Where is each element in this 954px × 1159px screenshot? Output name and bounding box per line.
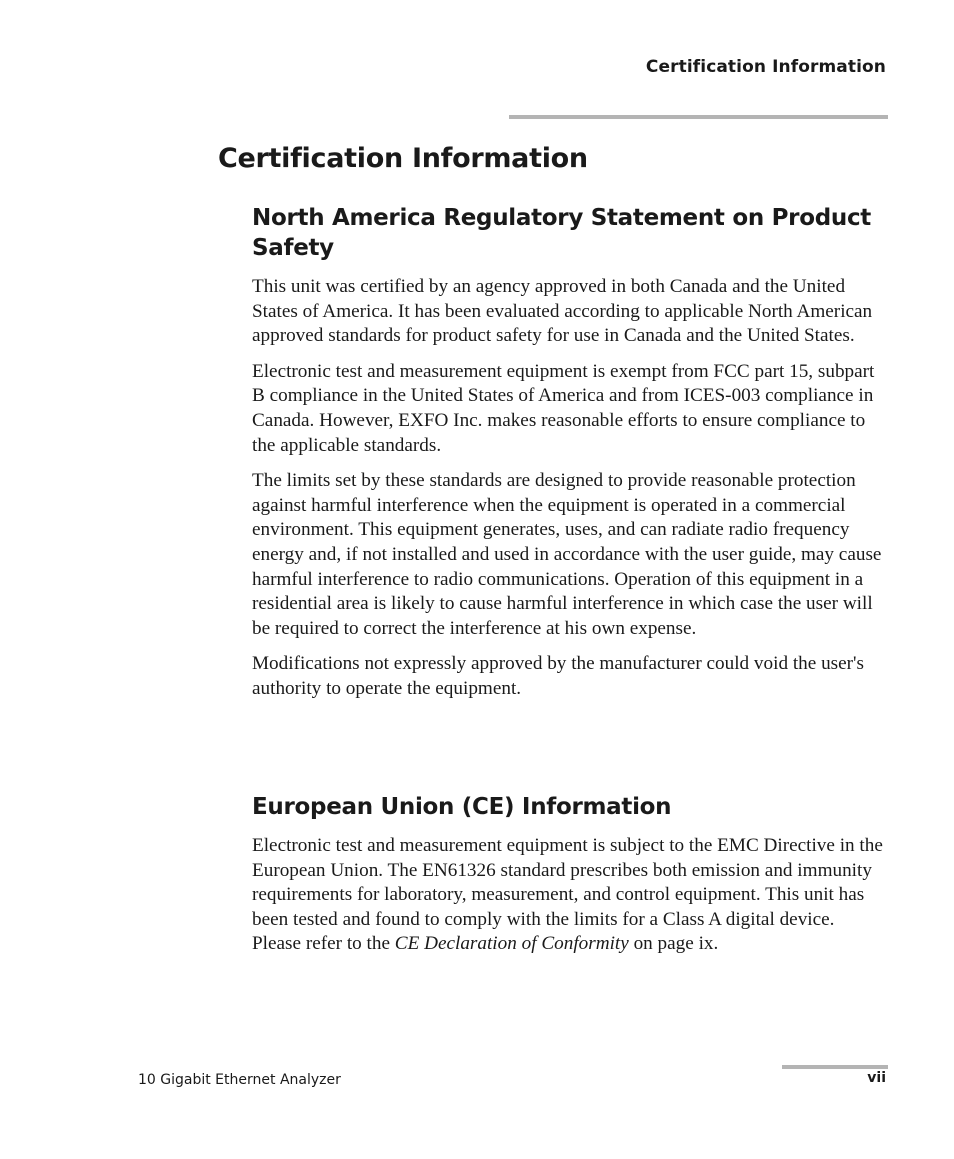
north-america-paragraph-3: The limits set by these standards are designed to provide reasonable protection against harmful interference when the equipment is operated in a commercial environment. This equipment generates, uses, and can radiate radio frequency energy and, if not installed and used in accordance with the user guide, may cause harmful interference to radio communications. Operation of this equipment in a residential area is likely to cause harmful interference in which case the user will be required to correct the interference at his own expense. [252,470,882,639]
north-america-heading: North America Regulatory Statement on Product Safety [252,205,871,261]
european-union-paragraph-tail: on page ix. [628,933,719,955]
page-title: Certification Information [218,143,588,174]
european-union-paragraph [252,834,888,957]
north-america-paragraph-4: Modifications not expressly approved by the manufacturer could void the user's authority to operate the equipment. [252,653,864,699]
european-union-paragraph-lead: Electronic test and measurement equipment is subject to the EMC Directive in the European Union. The EN61326 standard prescribes both emission and immunity requirements for laboratory, measurement, and control equipment. This unit has been tested and found to comply with the limits for a Class A digital device. Please refer to the [252,835,883,955]
north-america-section [252,203,888,713]
european-union-heading: European Union (CE) Information [252,794,672,820]
footer-product-name: 10 Gigabit Ethernet Analyzer [138,1072,341,1088]
header-rule [509,115,888,119]
footer-rule [782,1065,888,1069]
footer-page-number: vii [867,1070,886,1086]
north-america-paragraph-1: This unit was certified by an agency approved in both Canada and the United States of America. It has been evaluated according to applicable North American approved standards for product safety for use in Canada and the United States. [252,276,873,347]
ce-declaration-reference-link[interactable]: CE Declaration of Conformity [394,933,629,955]
running-header-title: Certification Information [645,57,886,77]
european-union-section [252,792,888,968]
north-america-paragraph-2: Electronic test and measurement equipment is exempt from FCC part 15, subpart B compliance in the United States of America and from ICES-003 compliance in Canada. However, EXFO Inc. makes reasonable efforts to ensure compliance to the applicable standards. [252,360,875,456]
